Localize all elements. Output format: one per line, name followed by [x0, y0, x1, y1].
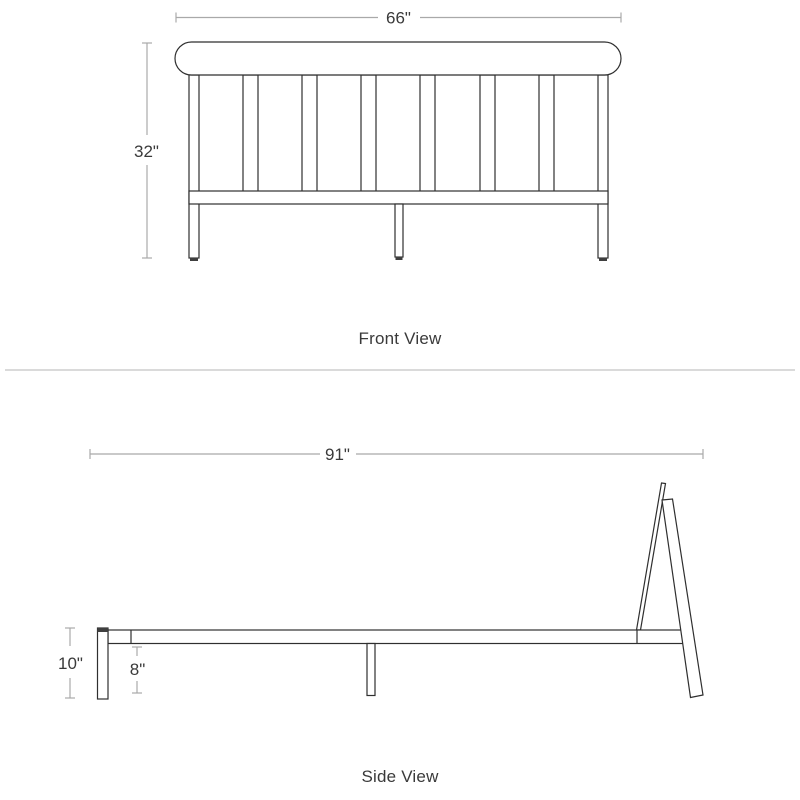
front-side-rail [189, 191, 608, 204]
front-view-drawing [0, 0, 800, 370]
headboard-slat [361, 75, 376, 192]
side-view-caption: Side View [361, 767, 439, 786]
front-height-dimension-label: 32" [134, 142, 159, 161]
side-height-dimension-label: 10" [58, 654, 83, 673]
front-width-dimension [176, 9, 621, 28]
side-height-dimension [58, 628, 83, 698]
headboard-slat [539, 75, 554, 192]
headboard-slat [243, 75, 258, 192]
headboard-slat [302, 75, 317, 192]
side-length-dimension [90, 445, 703, 464]
front-center-leg [395, 204, 403, 257]
headboard-slats [243, 75, 554, 192]
side-view-drawing [0, 370, 800, 800]
front-right-foot [599, 258, 607, 262]
headboard-top [175, 42, 621, 75]
side-clearance-dimension [130, 647, 146, 693]
side-headboard-panel [637, 483, 666, 630]
front-right-leg [598, 75, 608, 258]
side-rail [108, 630, 683, 644]
front-center-foot [396, 257, 403, 261]
side-front-leg [98, 628, 109, 699]
side-headboard-back-leg [662, 499, 703, 698]
front-view-caption: Front View [358, 329, 442, 348]
side-length-dimension-label: 91" [325, 445, 350, 464]
side-clearance-dimension-label: 8" [129, 660, 146, 679]
headboard-slat [420, 75, 435, 192]
front-left-foot [190, 258, 198, 262]
front-left-leg [189, 75, 199, 258]
front-height-dimension [134, 43, 159, 258]
side-center-leg [367, 644, 375, 696]
front-width-dimension-label: 66" [386, 8, 411, 28]
headboard-slat [480, 75, 495, 192]
side-front-leg-cap [98, 628, 109, 632]
